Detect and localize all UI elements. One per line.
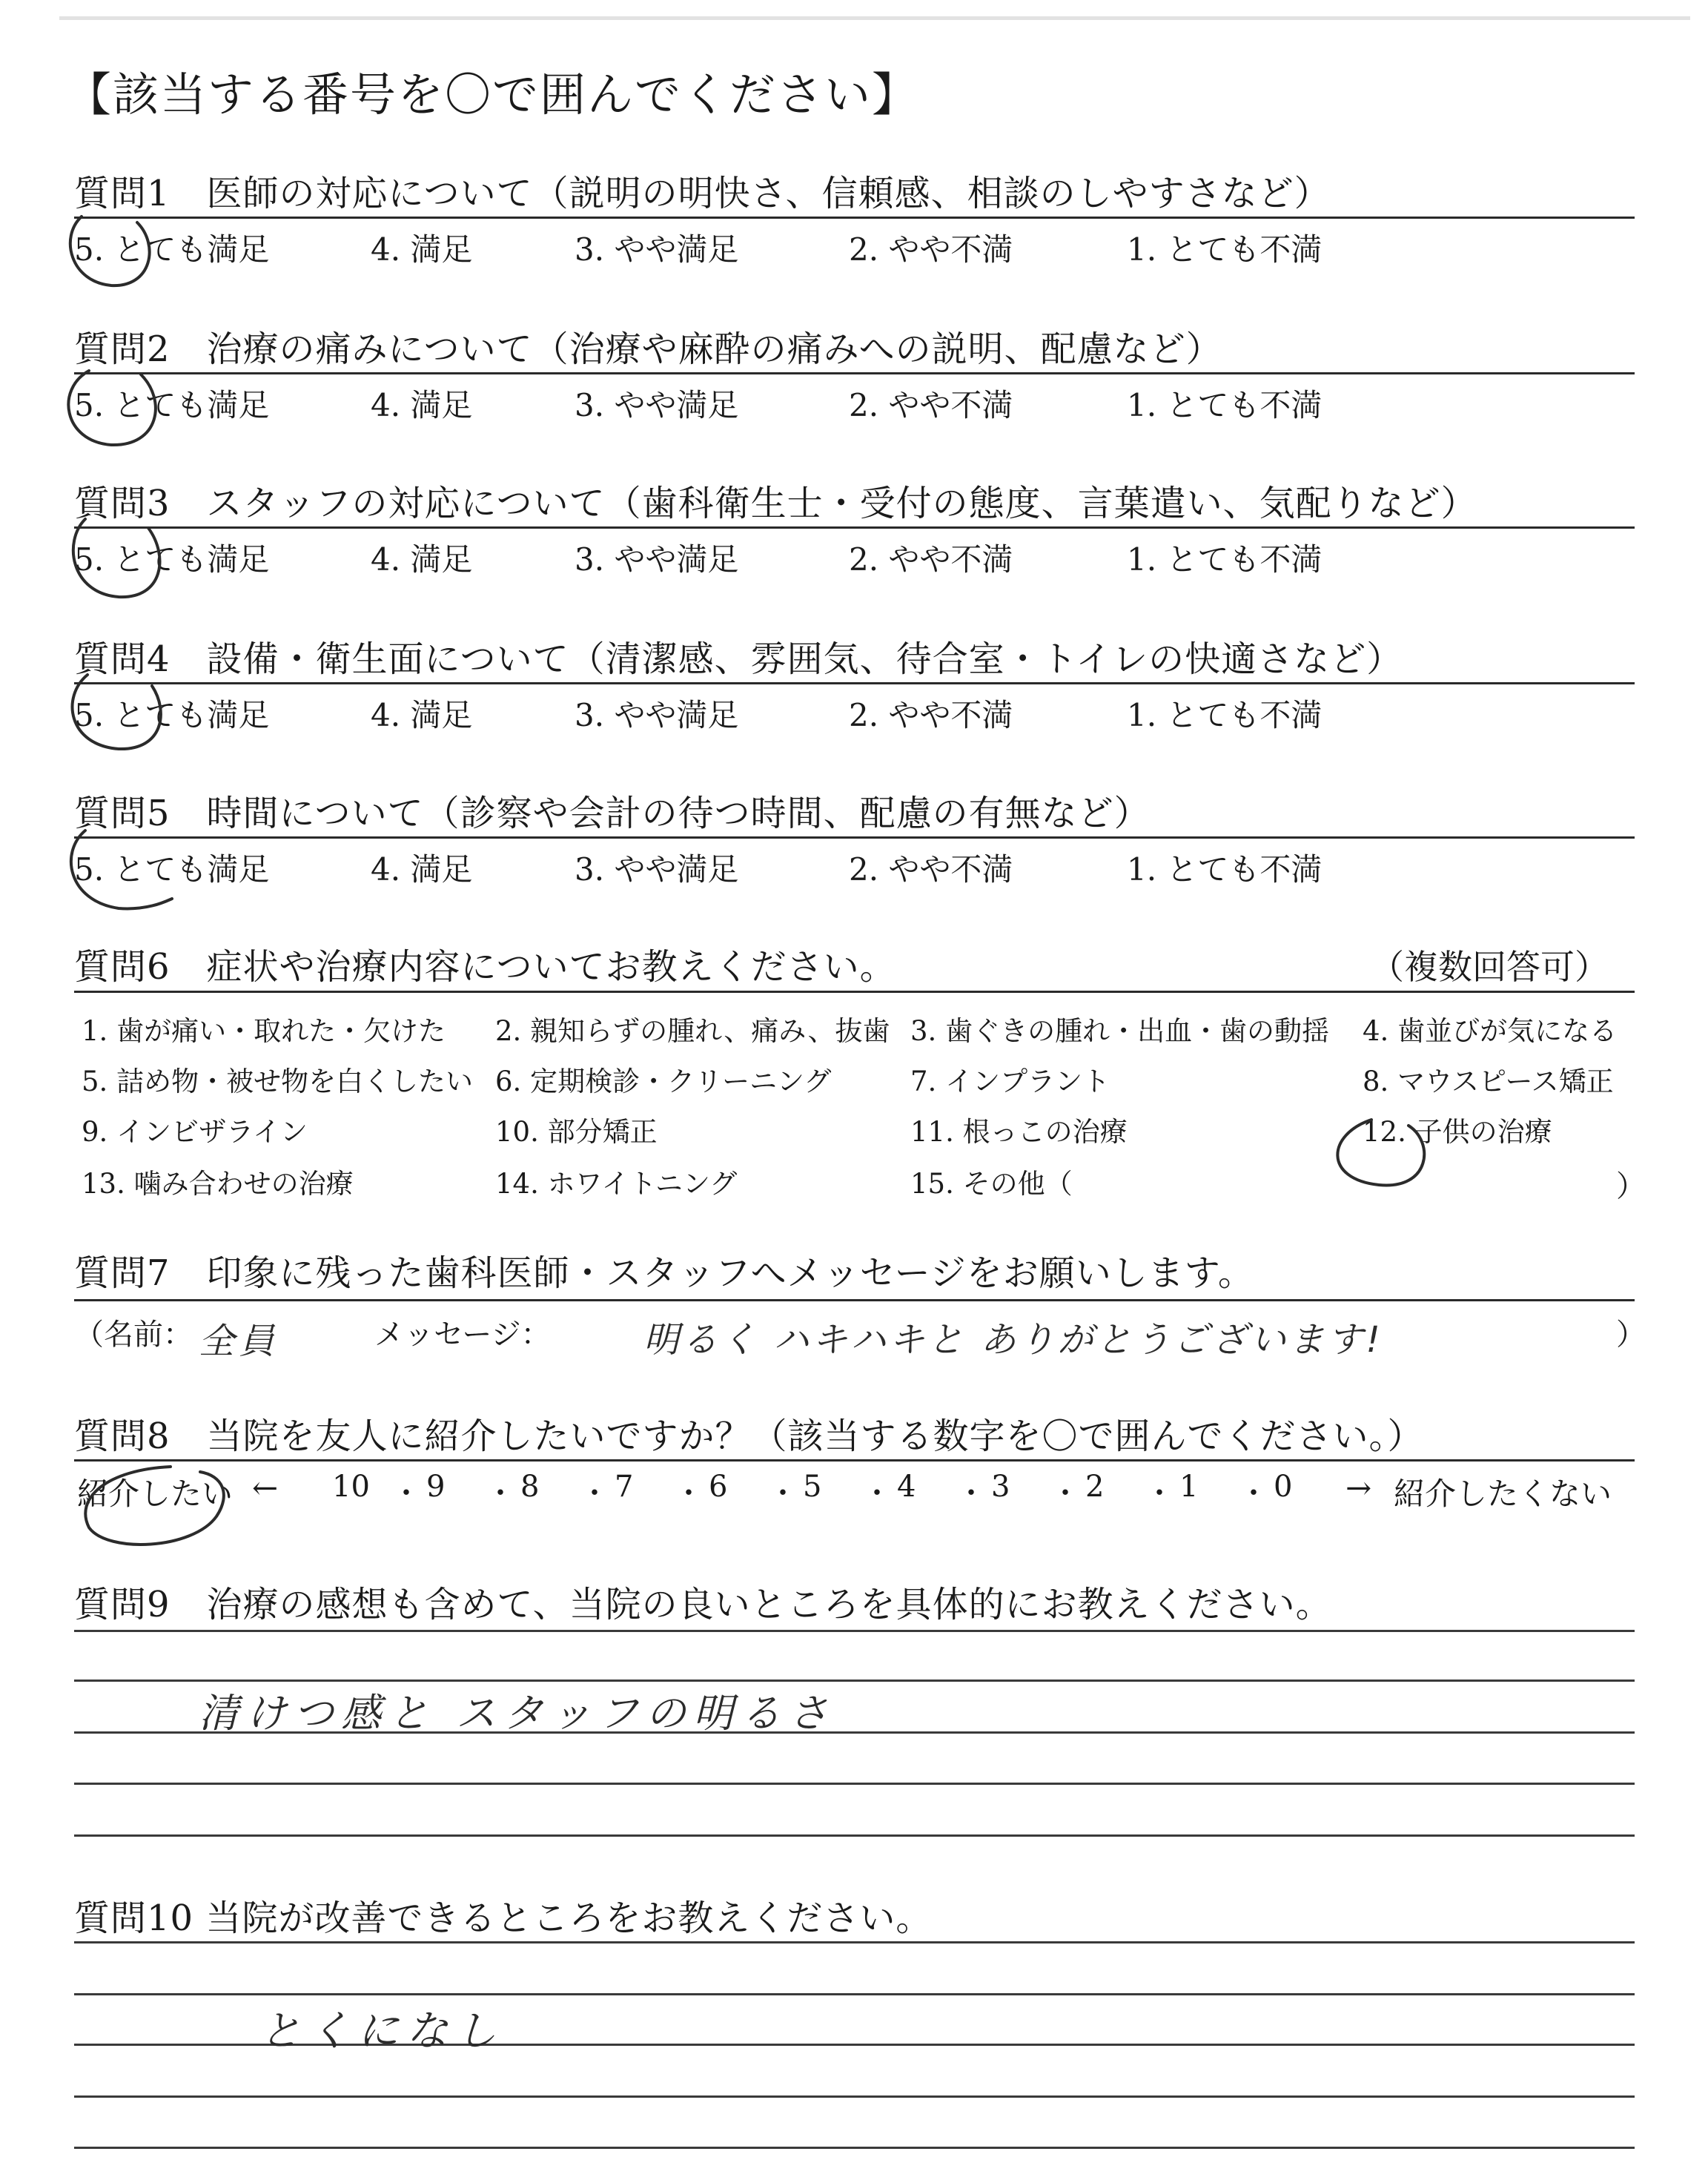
- q5-option-3[interactable]: 3. やや満足: [575, 851, 739, 888]
- q8-scale-separator: ・: [768, 1476, 798, 1510]
- q6-item-10[interactable]: 10. 部分矯正: [495, 1116, 658, 1148]
- q1-circle-mark: [70, 217, 150, 285]
- q6-item-5[interactable]: 5. 詰め物・被せ物を白くしたい: [82, 1066, 474, 1097]
- q8-scale-separator: ・: [1145, 1476, 1174, 1510]
- q5-option-2[interactable]: 2. やや不満: [849, 851, 1013, 888]
- q8-scale-separator: ・: [956, 1476, 986, 1510]
- q6-item-3[interactable]: 3. 歯ぐきの腫れ・出血・歯の動揺: [910, 1015, 1330, 1047]
- q1-option-2[interactable]: 2. やや不満: [849, 231, 1013, 268]
- q6-item-1[interactable]: 1. 歯が痛い・取れた・欠けた: [82, 1015, 446, 1047]
- q4-option-2[interactable]: 2. やや不満: [849, 697, 1013, 733]
- q1-title: 質問1 医師の対応について（説明の明快さ、信頼感、相談のしやすさなど）: [74, 173, 1331, 214]
- q4-option-4[interactable]: 4. 満足: [371, 697, 473, 733]
- q6-item-12[interactable]: 12. 子供の治療: [1363, 1116, 1552, 1148]
- q6-item-6[interactable]: 6. 定期検診・クリーニング: [495, 1066, 832, 1097]
- q8-scale-5[interactable]: 5: [803, 1470, 822, 1504]
- q8-scale-0[interactable]: 0: [1274, 1470, 1293, 1504]
- q9-answer[interactable]: 清けつ感と スタッフの明るさ: [199, 1690, 836, 1737]
- q3-option-4[interactable]: 4. 満足: [371, 541, 473, 578]
- q2-circle-mark: [68, 371, 155, 445]
- q3-option-2[interactable]: 2. やや不満: [849, 541, 1013, 578]
- q9-title: 質問9 治療の感想も含めて、当院の良いところを具体的にお教えください。: [74, 1584, 1332, 1625]
- q10-title: 質問10 当院が改善できるところをお教えください。: [74, 1898, 933, 1939]
- q6-close-paren: ）: [1616, 1169, 1646, 1203]
- q8-scale-9[interactable]: 9: [426, 1470, 446, 1504]
- q8-scale-2[interactable]: 2: [1085, 1470, 1105, 1504]
- q6-item-14[interactable]: 14. ホワイトニング: [495, 1168, 738, 1200]
- q1-option-5[interactable]: 5. とても満足: [74, 231, 270, 268]
- q4-option-5[interactable]: 5. とても満足: [74, 697, 270, 733]
- q6-item-2[interactable]: 2. 親知らずの腫れ、痛み、抜歯: [495, 1015, 890, 1047]
- q8-scale-separator: ・: [1239, 1476, 1268, 1510]
- q4-title: 質問4 設備・衛生面について（清潔感、雰囲気、待合室・トイレの快適さなど）: [74, 638, 1403, 680]
- q8-left-arrow: ←: [252, 1470, 279, 1506]
- q8-scale-6[interactable]: 6: [709, 1470, 728, 1504]
- q6-item-9[interactable]: 9. インビザライン: [82, 1116, 308, 1148]
- q8-scale-separator: ・: [674, 1476, 704, 1510]
- q8-title: 質問8 当院を友人に紹介したいですか？（該当する数字を〇で囲んでください。）: [74, 1416, 1424, 1457]
- q6-item-11[interactable]: 11. 根っこの治療: [910, 1116, 1128, 1148]
- q7-close-paren: ）: [1616, 1318, 1646, 1352]
- q2-option-1[interactable]: 1. とても不満: [1127, 387, 1323, 423]
- q5-option-1[interactable]: 1. とても不満: [1127, 851, 1323, 888]
- q8-scale-separator: ・: [391, 1476, 421, 1510]
- q5-option-5[interactable]: 5. とても満足: [74, 851, 270, 888]
- q8-right-label: 紹介したくない: [1394, 1476, 1612, 1512]
- q7-title: 質問7 印象に残った歯科医師・スタッフへメッセージをお願いします。: [74, 1252, 1254, 1294]
- instruction-heading: 【該当する番号を〇で囲んでください】: [65, 67, 920, 122]
- q8-left-label: 紹介したい: [77, 1476, 234, 1512]
- q8-scale-10[interactable]: 10: [332, 1470, 370, 1504]
- q5-title: 質問5 時間について（診察や会計の待つ時間、配慮の有無など）: [74, 793, 1151, 834]
- q8-scale-separator: ・: [580, 1476, 609, 1510]
- q3-title: 質問3 スタッフの対応について（歯科衛生士・受付の態度、言葉遣い、気配りなど）: [74, 483, 1477, 524]
- q2-option-2[interactable]: 2. やや不満: [849, 387, 1013, 423]
- q8-scale-separator: ・: [486, 1476, 515, 1510]
- q6-item-7[interactable]: 7. インプラント: [910, 1066, 1110, 1097]
- q8-scale-separator: ・: [1050, 1476, 1080, 1510]
- q6-item-8[interactable]: 8. マウスピース矯正: [1363, 1066, 1614, 1097]
- q1-option-3[interactable]: 3. やや満足: [575, 231, 739, 268]
- q6-item-13[interactable]: 13. 噛み合わせの治療: [82, 1168, 354, 1200]
- q6-item-4[interactable]: 4. 歯並びが気になる: [1363, 1015, 1618, 1047]
- q1-option-1[interactable]: 1. とても不満: [1127, 231, 1323, 268]
- q5-option-4[interactable]: 4. 満足: [371, 851, 473, 888]
- q8-scale-3[interactable]: 3: [991, 1470, 1010, 1504]
- q8-scale-1[interactable]: 1: [1179, 1470, 1199, 1504]
- q3-option-5[interactable]: 5. とても満足: [74, 541, 270, 578]
- q8-scale-8[interactable]: 8: [520, 1470, 540, 1504]
- q7-name-label: （名前：: [74, 1318, 193, 1352]
- q6-title: 質問6 症状や治療内容についてお教えください。: [74, 946, 896, 988]
- q7-message-value[interactable]: 明るく ハキハキと ありがとうございます!: [643, 1319, 1383, 1361]
- q7-message-label: メッセージ：: [374, 1318, 551, 1352]
- q8-scale-4[interactable]: 4: [897, 1470, 916, 1504]
- q3-option-1[interactable]: 1. とても不満: [1127, 541, 1323, 578]
- q6-note: （複数回答可）: [1370, 947, 1609, 987]
- q2-option-3[interactable]: 3. やや満足: [575, 387, 739, 423]
- q6-circle-mark: [1337, 1120, 1424, 1186]
- q2-title: 質問2 治療の痛みについて（治療や麻酔の痛みへの説明、配慮など）: [74, 328, 1222, 370]
- q4-option-3[interactable]: 3. やや満足: [575, 697, 739, 733]
- q2-option-5[interactable]: 5. とても満足: [74, 387, 270, 423]
- q4-option-1[interactable]: 1. とても不満: [1127, 697, 1323, 733]
- q1-option-4[interactable]: 4. 満足: [371, 231, 473, 268]
- q8-right-arrow: →: [1345, 1470, 1372, 1506]
- q10-answer[interactable]: とくになし: [259, 2007, 504, 2055]
- q3-circle-mark: [73, 519, 160, 597]
- q3-option-3[interactable]: 3. やや満足: [575, 541, 739, 578]
- q8-scale-7[interactable]: 7: [615, 1470, 634, 1504]
- q8-scale-separator: ・: [862, 1476, 892, 1510]
- q2-option-4[interactable]: 4. 満足: [371, 387, 473, 423]
- q5-circle-mark: [71, 830, 172, 908]
- q7-name-value[interactable]: 全員: [199, 1321, 279, 1362]
- q4-circle-mark: [73, 675, 161, 749]
- q6-item-15[interactable]: 15. その他（: [910, 1168, 1073, 1200]
- q8-circle-mark: [85, 1467, 224, 1545]
